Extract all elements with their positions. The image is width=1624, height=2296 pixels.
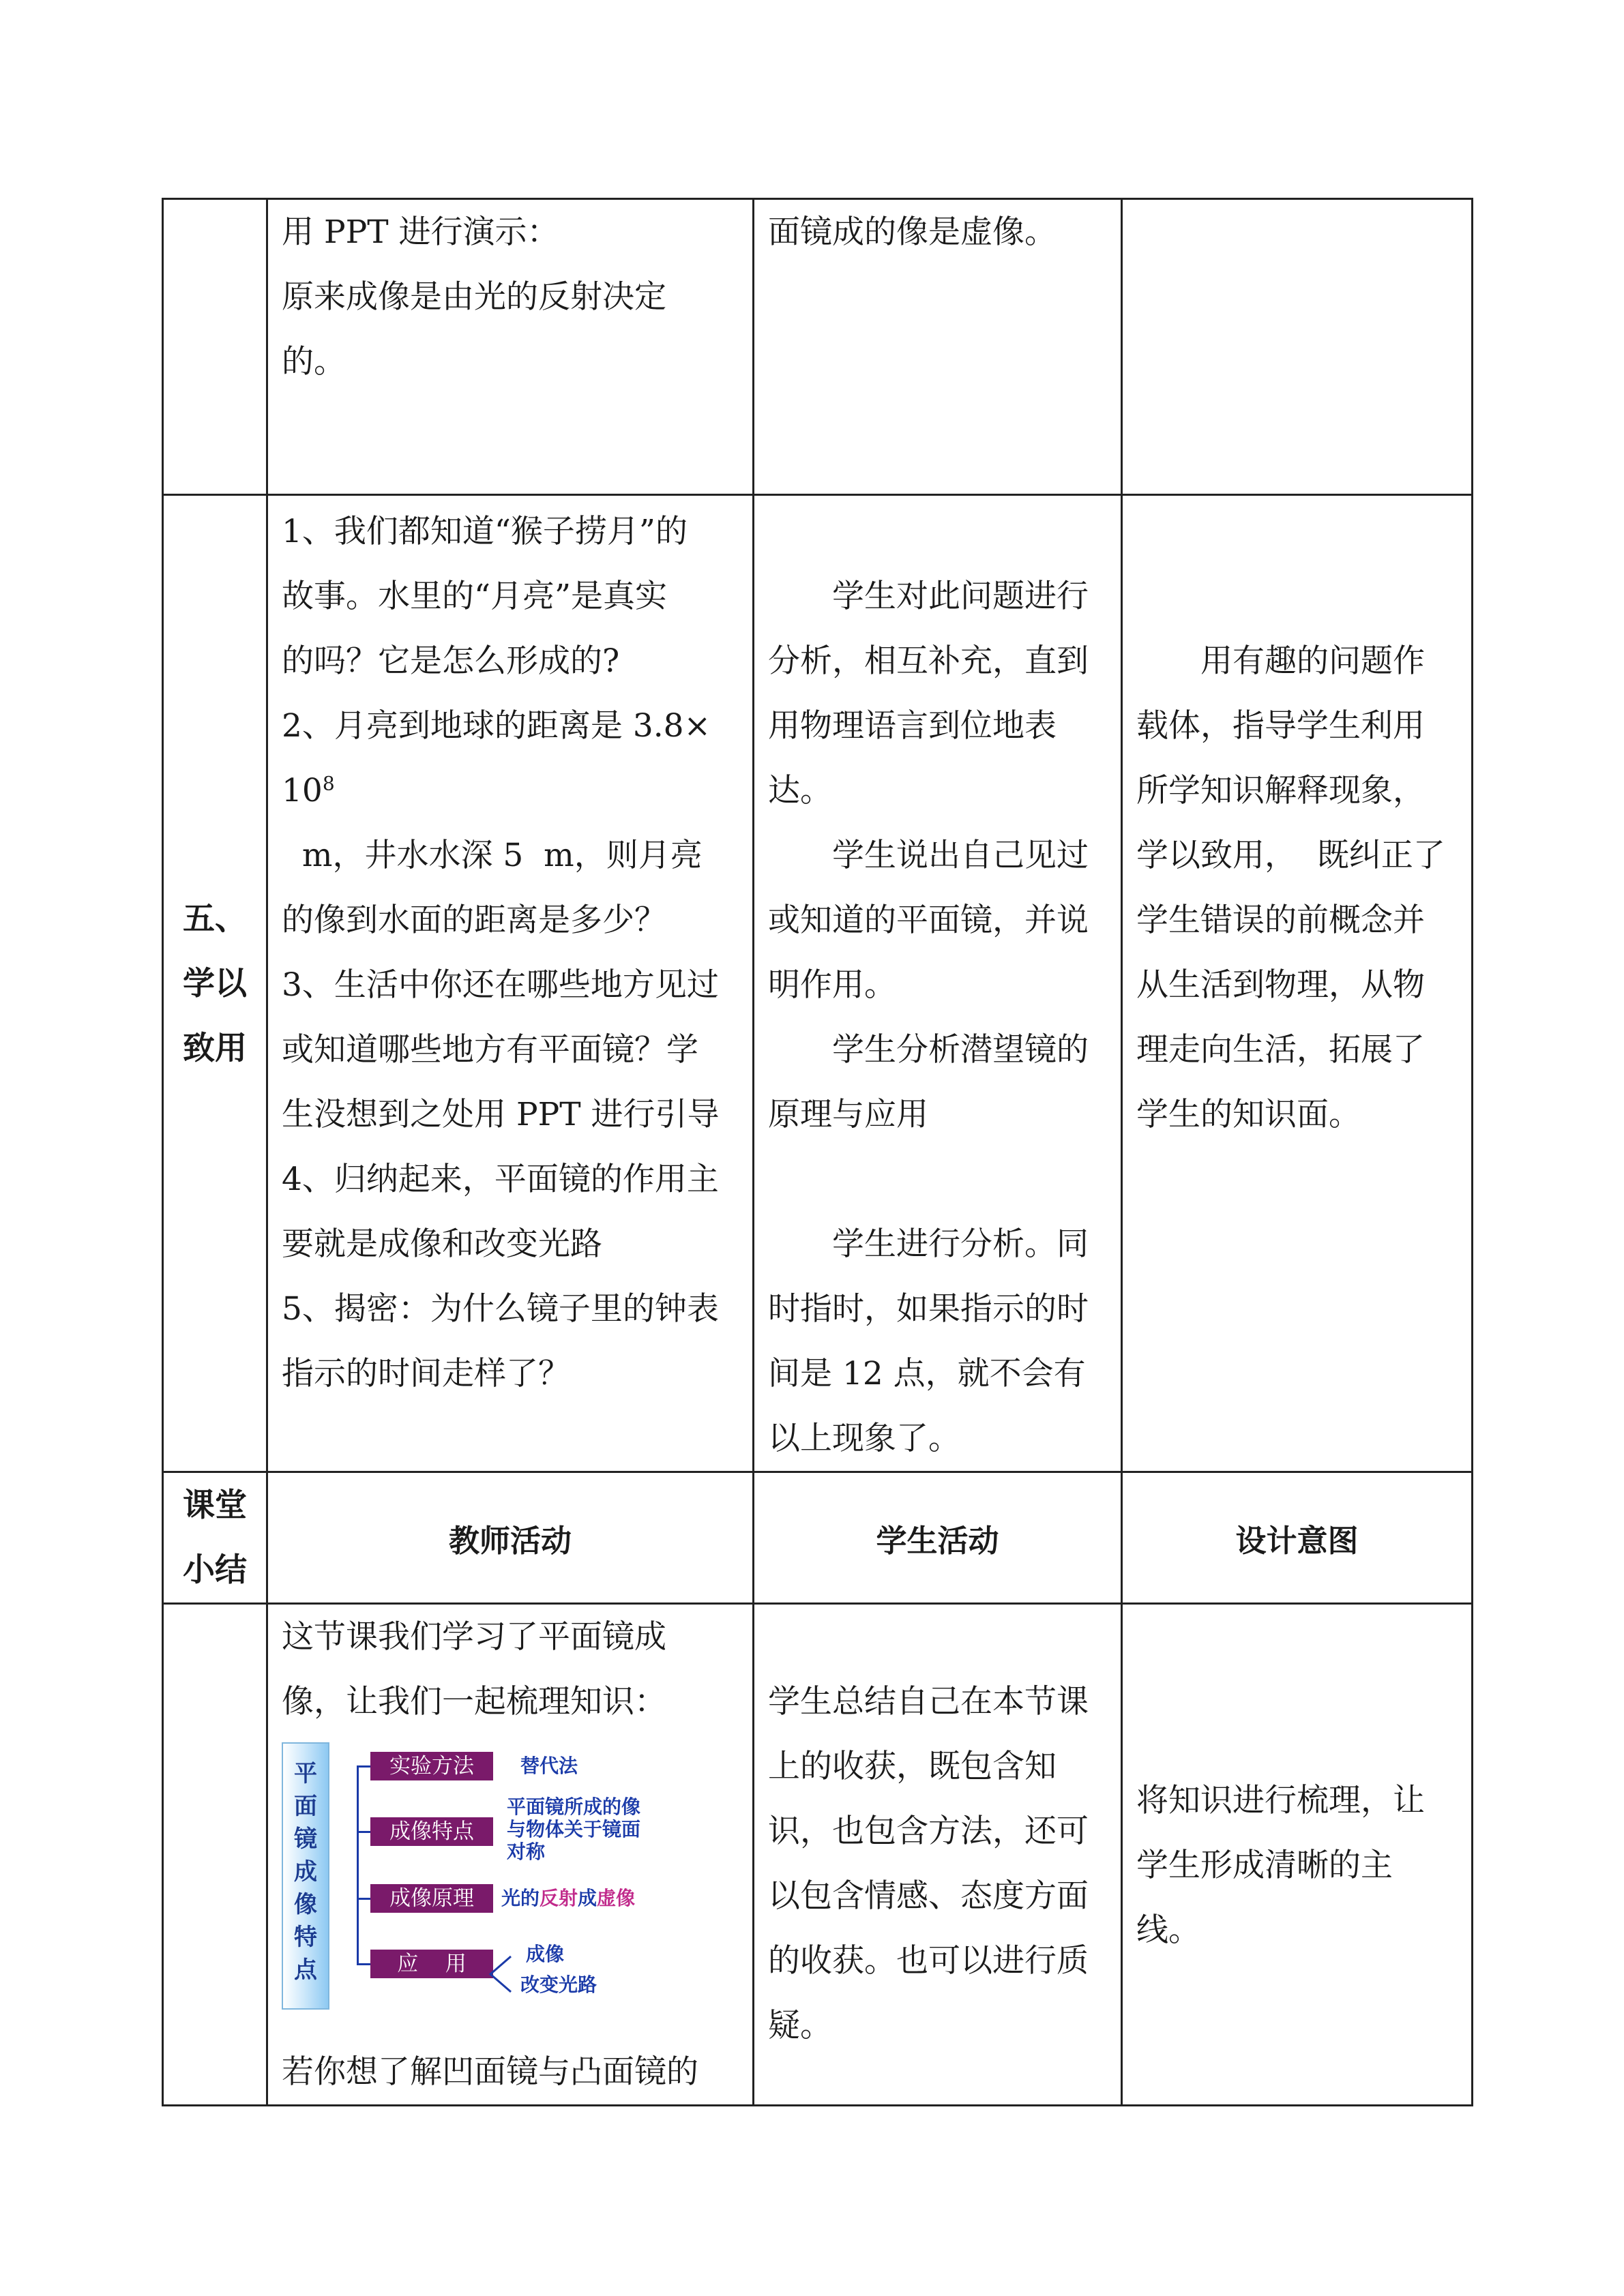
text-line: 的像到水面的距离是多少？ bbox=[282, 901, 666, 939]
diagram-connector bbox=[357, 1963, 370, 1965]
column-header-design: 设计意图 bbox=[1122, 1472, 1473, 1604]
text-line: 5、揭密：为什么镜子里的钟表 bbox=[282, 1290, 719, 1328]
text-line: 故事。水里的“月亮”是真实 bbox=[282, 578, 668, 615]
text-line: 或知道的平面镜，并说 bbox=[768, 901, 1089, 939]
student-activity-cell bbox=[754, 1604, 1122, 2106]
text-line: 分析，相互补充，直到 bbox=[768, 642, 1089, 680]
teacher-activity-cell bbox=[267, 495, 754, 1472]
text-line: 学生总结自己在本节课 bbox=[768, 1683, 1089, 1720]
diagram-connector bbox=[357, 1831, 370, 1833]
text-line: 达。 bbox=[768, 772, 832, 809]
text-line: 以包含情感、态度方面 bbox=[768, 1877, 1089, 1915]
diagram-note: 成像 改变光路 bbox=[520, 1943, 597, 1996]
diagram-label-method: 实验方法 bbox=[370, 1752, 493, 1780]
diagram-note: 平面镜所成的像 与物体关于镜面 对称 bbox=[507, 1795, 641, 1863]
teacher-activity-cell bbox=[267, 1604, 754, 2106]
text-line: 识，也包含方法，还可 bbox=[768, 1813, 1089, 1850]
chevron-bracket-icon bbox=[486, 1954, 514, 1995]
section-label: 致用 bbox=[183, 1029, 247, 1067]
text-line: 学生形成清晰的主 bbox=[1136, 1847, 1393, 1884]
diagram-connector bbox=[357, 1898, 370, 1900]
text-line: 以上现象了。 bbox=[768, 1420, 960, 1457]
text-line: 用物理语言到位地表 bbox=[768, 707, 1057, 745]
text-line: 学生分析潜望镜的 bbox=[832, 1031, 1089, 1069]
text-line: 理走向生活，拓展了 bbox=[1136, 1031, 1425, 1069]
text-line: 所学知识解释现象， bbox=[1136, 772, 1425, 809]
text-line: 学生说出自己见过 bbox=[832, 837, 1089, 874]
text-line: 像，让我们一起梳理知识： bbox=[282, 1683, 666, 1720]
section-label-cell bbox=[163, 1472, 267, 1604]
text-line: 学以致用， 既纠正了 bbox=[1136, 837, 1445, 874]
text-line: 2、月亮到地球的距离是 3.8× bbox=[282, 707, 711, 745]
diagram-bracket bbox=[357, 1765, 359, 1965]
text-line: 时指时，如果指示的时 bbox=[768, 1290, 1089, 1328]
knowledge-map-diagram bbox=[282, 1742, 664, 2036]
text-line: 将知识进行梳理，让 bbox=[1136, 1782, 1425, 1819]
text-line: 学生进行分析。同 bbox=[832, 1225, 1089, 1263]
text-line: 的收获。也可以进行质 bbox=[768, 1942, 1089, 1980]
exponent: 8 bbox=[322, 772, 335, 795]
diagram-note: 光的反射成虚像 bbox=[501, 1887, 636, 1909]
teacher-activity-cell bbox=[267, 199, 754, 495]
text-line: 4、归纳起来，平面镜的作用主 bbox=[282, 1161, 719, 1198]
section-label: 学以 bbox=[183, 964, 247, 1002]
text-line: 的。 bbox=[282, 343, 346, 381]
diagram-label-feature: 成像特点 bbox=[370, 1817, 493, 1846]
table-row bbox=[163, 1472, 1473, 1604]
section-label: 课堂 bbox=[183, 1487, 247, 1524]
diagram-connector bbox=[357, 1765, 370, 1768]
text-line: 学生错误的前概念并 bbox=[1136, 901, 1425, 939]
text-line: 疑。 bbox=[768, 2007, 832, 2044]
text-line: 学生对此问题进行 bbox=[832, 578, 1089, 615]
text-line: 用有趣的问题作 bbox=[1200, 642, 1425, 680]
column-header-teacher: 教师活动 bbox=[267, 1472, 754, 1604]
text-line: 指示的时间走样了？ bbox=[282, 1355, 570, 1392]
text-line: 用 PPT 进行演示： bbox=[282, 213, 559, 251]
design-intent-cell bbox=[1122, 199, 1473, 495]
text-line: 的吗？它是怎么形成的? bbox=[282, 642, 620, 680]
text-line: 载体，指导学生利用 bbox=[1136, 707, 1425, 745]
diagram-label-principle: 成像原理 bbox=[370, 1884, 493, 1913]
section-label-cell bbox=[163, 1604, 267, 2106]
lesson-plan-table bbox=[162, 198, 1473, 2106]
design-intent-cell bbox=[1122, 495, 1473, 1472]
text-line: 生没想到之处用 PPT 进行引导 bbox=[282, 1096, 720, 1133]
text-line: 学生的知识面。 bbox=[1136, 1096, 1361, 1133]
table-row bbox=[163, 199, 1473, 495]
text-line: 线。 bbox=[1136, 1911, 1200, 1949]
diagram-title: 平 面 镜 成 像 特 点 bbox=[282, 1742, 329, 2010]
diagram-note: 替代法 bbox=[520, 1755, 578, 1777]
section-label-cell bbox=[163, 199, 267, 495]
text-line: 1、我们都知道“猴子捞月”的 bbox=[282, 513, 688, 550]
text-line: 面镜成的像是虚像。 bbox=[768, 213, 1057, 251]
section-label-cell bbox=[163, 495, 267, 1472]
design-intent-cell bbox=[1122, 1604, 1473, 2106]
text-line: 3、生活中你还在哪些地方见过 bbox=[282, 966, 719, 1004]
text-line: $10^8$ m，井水水深 5 m，则月亮 bbox=[282, 772, 703, 874]
column-header-student: 学生活动 bbox=[754, 1472, 1122, 1604]
text-line: 从生活到物理，从物 bbox=[1136, 966, 1425, 1004]
diagram-label-application: 应 用 bbox=[370, 1950, 493, 1978]
text-line: 原理与应用 bbox=[768, 1096, 928, 1133]
student-activity-cell bbox=[754, 495, 1122, 1472]
table-row bbox=[163, 495, 1473, 1472]
text-line: 原来成像是由光的反射决定 bbox=[282, 278, 666, 316]
text-line: 或知道哪些地方有平面镜？学 bbox=[282, 1031, 698, 1069]
text-line: 上的收获，既包含知 bbox=[768, 1748, 1057, 1785]
text-line: 这节课我们学习了平面镜成 bbox=[282, 1618, 666, 1656]
section-label: 小结 bbox=[183, 1551, 247, 1589]
text-line: 若你想了解凹面镜与凸面镜的 bbox=[282, 2053, 698, 2091]
section-label: 五、 bbox=[183, 899, 247, 938]
table-row bbox=[163, 1604, 1473, 2106]
text-line: 要就是成像和改变光路 bbox=[282, 1225, 602, 1263]
student-activity-cell bbox=[754, 199, 1122, 495]
text-line: 明作用。 bbox=[768, 966, 896, 1004]
text-line: 间是 12 点，就不会有 bbox=[768, 1355, 1086, 1392]
